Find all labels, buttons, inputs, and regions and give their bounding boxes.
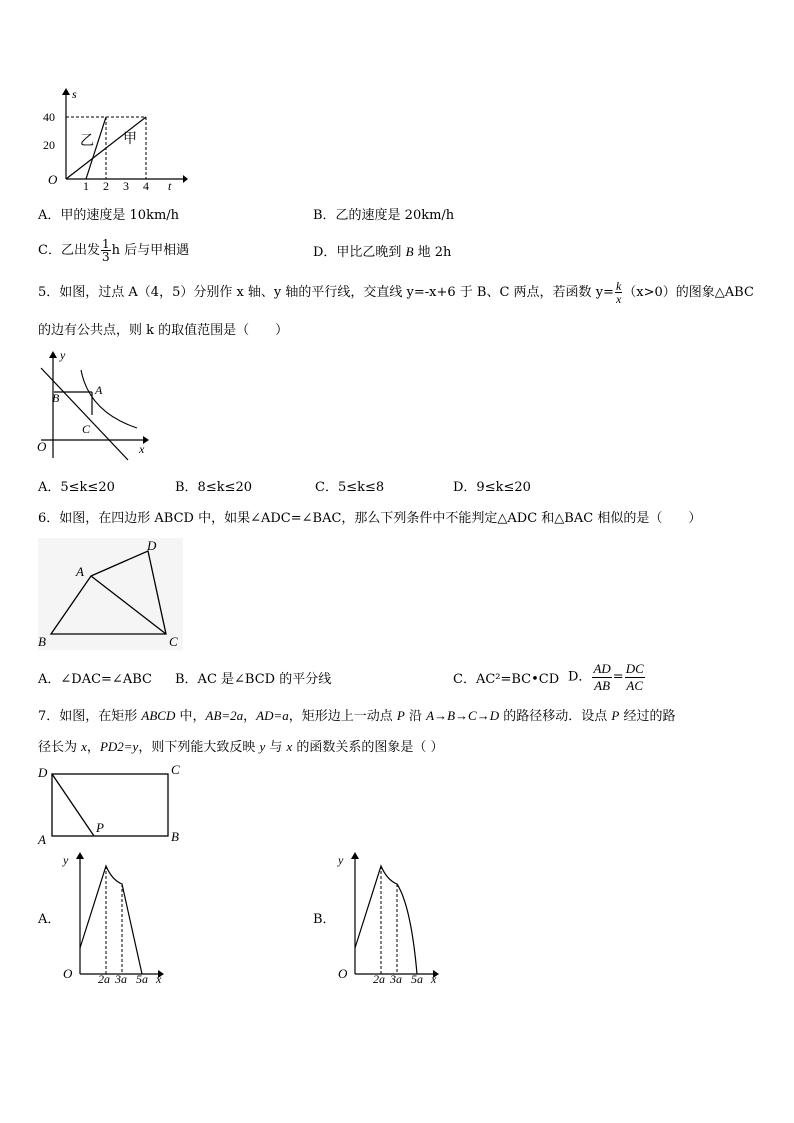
- q6-stem: 6．如图，在四边形 ABCD 中，如果∠ADC=∠BAC，那么下列条件中不能判定△ADC 和△BAC 相似的是（ ）: [38, 511, 702, 526]
- yi-label: 乙: [80, 134, 94, 149]
- q4-option-c-fraction: [101, 238, 111, 263]
- point-c-label: C: [169, 634, 178, 649]
- y-tick-40: 40: [43, 110, 55, 124]
- jia-label: 甲: [123, 132, 137, 147]
- q7-t5: ，: [243, 709, 257, 724]
- tick-5a: 5a: [136, 972, 148, 985]
- q7-u5: ，则下列能大致反映: [138, 740, 260, 755]
- q7-t1: 7．如图，在矩形: [38, 709, 142, 724]
- q4-option-c-post: h 后与甲相遇: [111, 243, 190, 258]
- x-tick-4: 4: [143, 179, 149, 190]
- frac-den: AB: [594, 678, 611, 693]
- q7-t13: 经过的路: [619, 709, 676, 724]
- x-tick-3: 3: [123, 179, 129, 190]
- frac-den: x: [615, 292, 622, 306]
- q7-t6: AD=a: [256, 708, 289, 723]
- q7-t4: AB=2a: [205, 708, 244, 723]
- point-d-label: D: [147, 538, 157, 553]
- q5-option-c[interactable]: C．5≤k≤8: [315, 480, 385, 495]
- point-b-label: B: [171, 829, 179, 844]
- q5-option-d[interactable]: D．9≤k≤20: [453, 480, 531, 495]
- y-tick-20: 20: [43, 138, 55, 152]
- q6-option-d-label: D．: [568, 669, 592, 685]
- q4-option-c-pre: C．乙出发: [38, 243, 100, 258]
- frac-den: AC: [626, 678, 644, 693]
- q7-t3: 中，: [175, 709, 206, 724]
- q4-option-d-it: B: [405, 244, 414, 259]
- q6-option-a[interactable]: A．∠DAC=∠ABC: [38, 672, 152, 687]
- tick-5a: 5a: [411, 972, 423, 985]
- axis-y-label: y: [60, 350, 66, 362]
- q7-u8: x: [286, 739, 293, 754]
- frac-num: 1: [101, 237, 110, 251]
- frac-num: AD: [593, 661, 611, 676]
- tick-3a: 3a: [115, 972, 127, 985]
- q7-stem-line1: [38, 706, 675, 727]
- point-b-label: B: [38, 634, 46, 649]
- axis-x-label: x: [431, 972, 437, 985]
- q4-option-a[interactable]: A．甲的速度是 10km/h: [38, 208, 180, 223]
- q7-t9: 沿: [404, 709, 427, 724]
- q6-frac-2: [625, 661, 645, 694]
- q4-option-d[interactable]: [313, 242, 451, 263]
- axis-x-label: x: [156, 972, 162, 985]
- q5-option-b[interactable]: B．8≤k≤20: [175, 480, 253, 495]
- frac-num: k: [615, 279, 622, 293]
- q6-option-b[interactable]: B．AC 是∠BCD 的平分线: [175, 672, 332, 687]
- q7-stem-line2: [38, 737, 444, 758]
- point-p-label: P: [96, 820, 104, 835]
- q7-graph-a: [60, 850, 170, 985]
- point-a-label: A: [38, 832, 46, 847]
- q7-t7: ，矩形边上一动点: [288, 709, 397, 724]
- q6-option-d-eq: =: [612, 669, 624, 685]
- origin-label: O: [338, 966, 348, 981]
- tick-2a: 2a: [373, 972, 385, 985]
- q7-u9: 的函数关系的图象是（ ）: [292, 740, 444, 755]
- origin-label: O: [48, 172, 58, 187]
- q7-graph-b: [335, 850, 445, 985]
- q4-option-d-post: 地 2h: [413, 245, 452, 260]
- q7-t12: P: [611, 708, 620, 723]
- frac-den: 3: [101, 250, 110, 264]
- axis-y-label: y: [338, 853, 344, 867]
- q5-line1-post: （x>0）的图象△ABC: [623, 285, 754, 300]
- q4-option-c[interactable]: [38, 238, 189, 263]
- axis-y-label: y: [63, 853, 69, 867]
- x-tick-1: 1: [83, 179, 89, 190]
- origin-label: O: [37, 439, 47, 454]
- q5-graph: [33, 350, 153, 465]
- curve-a: [80, 866, 142, 974]
- q7-option-a[interactable]: A．: [38, 912, 61, 927]
- q5-option-a[interactable]: A．5≤k≤20: [38, 480, 115, 495]
- q7-t2: ABCD: [141, 708, 176, 723]
- q5-line1-pre: 5．如图，过点 A（4，5）分别作 x 轴、y 轴的平行线，交直线 y=-x+6 于 B、C 两点，若函数 y=: [38, 285, 614, 300]
- frac-num: DC: [625, 661, 644, 676]
- axis-x-label: x: [139, 442, 145, 456]
- q6-option-d[interactable]: [568, 661, 646, 694]
- curve-b: [355, 866, 417, 974]
- q4-option-d-pre: D．甲比乙晚到: [313, 245, 406, 260]
- q5-fraction: [615, 280, 622, 305]
- q7-rectangle: [36, 763, 186, 848]
- q7-t10: A→B→C→D: [426, 708, 500, 723]
- q7-t8: P: [396, 708, 405, 723]
- x-tick-2: 2: [103, 179, 109, 190]
- axis-s-label: s: [72, 87, 77, 101]
- q6-option-c[interactable]: C．AC²=BC•CD: [453, 672, 560, 687]
- q7-u7: 与: [265, 740, 287, 755]
- q7-option-b[interactable]: B．: [313, 912, 336, 927]
- q4-option-b[interactable]: B．乙的速度是 20km/h: [313, 208, 455, 223]
- point-a-label: A: [95, 383, 103, 397]
- q7-u3: ，: [86, 740, 100, 755]
- point-a-label: A: [76, 564, 84, 579]
- q7-u1: 径长为: [38, 740, 82, 755]
- q5-stem-line2: 的边有公共点，则 k 的取值范围是（ ）: [38, 323, 289, 338]
- q7-u6: y: [259, 739, 266, 754]
- q6-quadrilateral: [38, 538, 183, 650]
- axis-t-label: t: [168, 179, 172, 190]
- point-d-label: D: [38, 765, 48, 780]
- point-c-label: C: [171, 763, 180, 777]
- q7-t11: 的路径移动．设点: [499, 709, 612, 724]
- q7-u4: PD2=y: [99, 739, 139, 754]
- q6-frac-1: [592, 661, 611, 694]
- tick-3a: 3a: [390, 972, 402, 985]
- q4-distance-time-graph: [38, 85, 188, 190]
- point-c-label: C: [82, 422, 91, 436]
- origin-label: O: [63, 966, 73, 981]
- q7-u2: x: [81, 739, 87, 754]
- point-b-label: B: [52, 391, 60, 405]
- q5-stem-line1: [38, 280, 754, 305]
- tick-2a: 2a: [98, 972, 110, 985]
